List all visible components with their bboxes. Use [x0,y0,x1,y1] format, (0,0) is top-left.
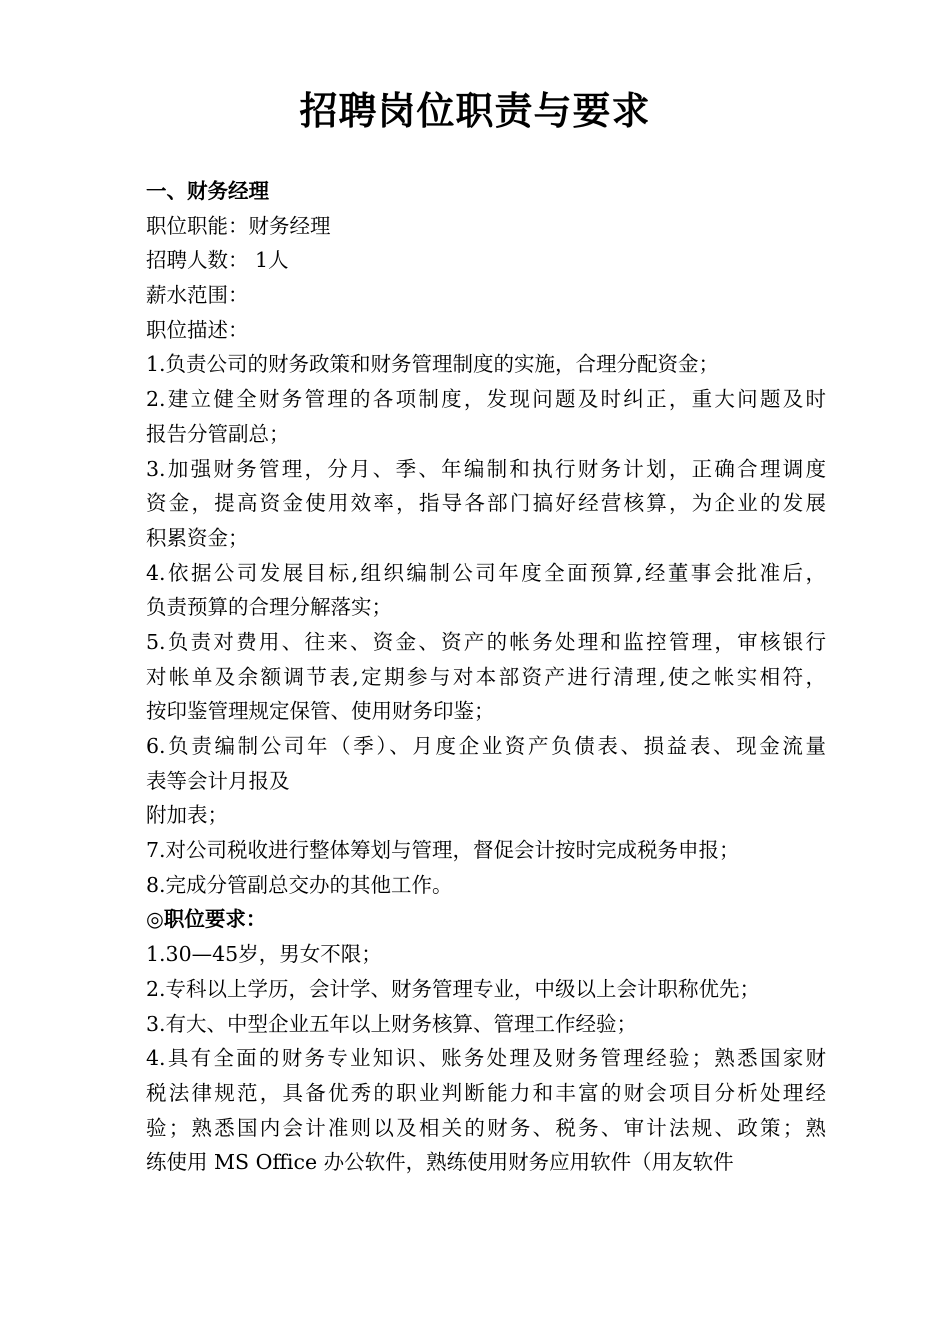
body-text-line: 1.负责公司的财务政策和财务管理制度的实施，合理分配资金； [146,352,720,377]
body-text-line: 2.建立健全财务管理的各项制度，发现问题及时纠正，重大问题及时 [146,387,826,412]
body-text-line: 4.具有全面的财务专业知识、账务处理及财务管理经验；熟悉国家财 [146,1046,826,1071]
body-text-line: 1.30—45岁，男女不限； [146,942,382,967]
body-text-line: 负责预算的合理分解落实； [146,595,392,620]
body-text-line: 积累资金； [146,525,249,550]
body-text-line: 按印鉴管理规定保管、使用财务印鉴； [146,699,495,724]
section-heading: ◎职位要求： [146,907,267,932]
body-text-line: 8.完成分管副总交办的其他工作。 [146,872,453,897]
body-text-line: 对帐单及余额调节表,定期参与对本部资产进行清理,使之帐实相符， [146,664,826,689]
body-text-line: 职位职能：财务经理 [146,213,331,238]
body-text-line: 附加表； [146,803,228,828]
body-text-line: 7.对公司税收进行整体筹划与管理，督促会计按时完成税务申报； [146,838,740,863]
body-text-line: 验；熟悉国内会计准则以及相关的财务、税务、审计法规、政策；熟 [146,1115,826,1140]
body-text-line: 练使用 MS Office 办公软件，熟练使用财务应用软件（用友软件 [146,1150,734,1175]
body-text-line: 5.负责对费用、往来、资金、资产的帐务处理和监控管理，审核银行 [146,629,826,654]
body-text-line: 招聘人数： 1人 [146,248,289,273]
body-text-line: 报告分管副总； [146,421,290,446]
document-body [146,174,826,1180]
section-heading: 一、财务经理 [146,179,269,203]
body-text-line: 3.加强财务管理，分月、季、年编制和执行财务计划，正确合理调度 [146,456,826,481]
body-text-line: 表等会计月报及 [146,768,290,793]
body-text-line: 税法律规范，具备优秀的职业判断能力和丰富的财会项目分析处理经 [146,1080,826,1105]
body-text-line: 薪水范围： [146,283,249,308]
body-text-line: 6.负责编制公司年（季）、月度企业资产负债表、损益表、现金流量 [146,734,826,758]
body-text-line: 资金，提高资金使用效率，指导各部门搞好经营核算，为企业的发展 [146,491,826,516]
document-title: 招聘岗位职责与要求 [299,88,651,133]
body-text-line: 2.专科以上学历，会计学、财务管理专业，中级以上会计职称优先； [146,976,761,1001]
body-text-line: 4.依据公司发展目标,组织编制公司年度全面预算,经董事会批准后， [146,560,826,585]
body-text-line: 3.有大、中型企业五年以上财务核算、管理工作经验； [146,1011,638,1036]
body-text-line: 职位描述： [146,317,249,342]
